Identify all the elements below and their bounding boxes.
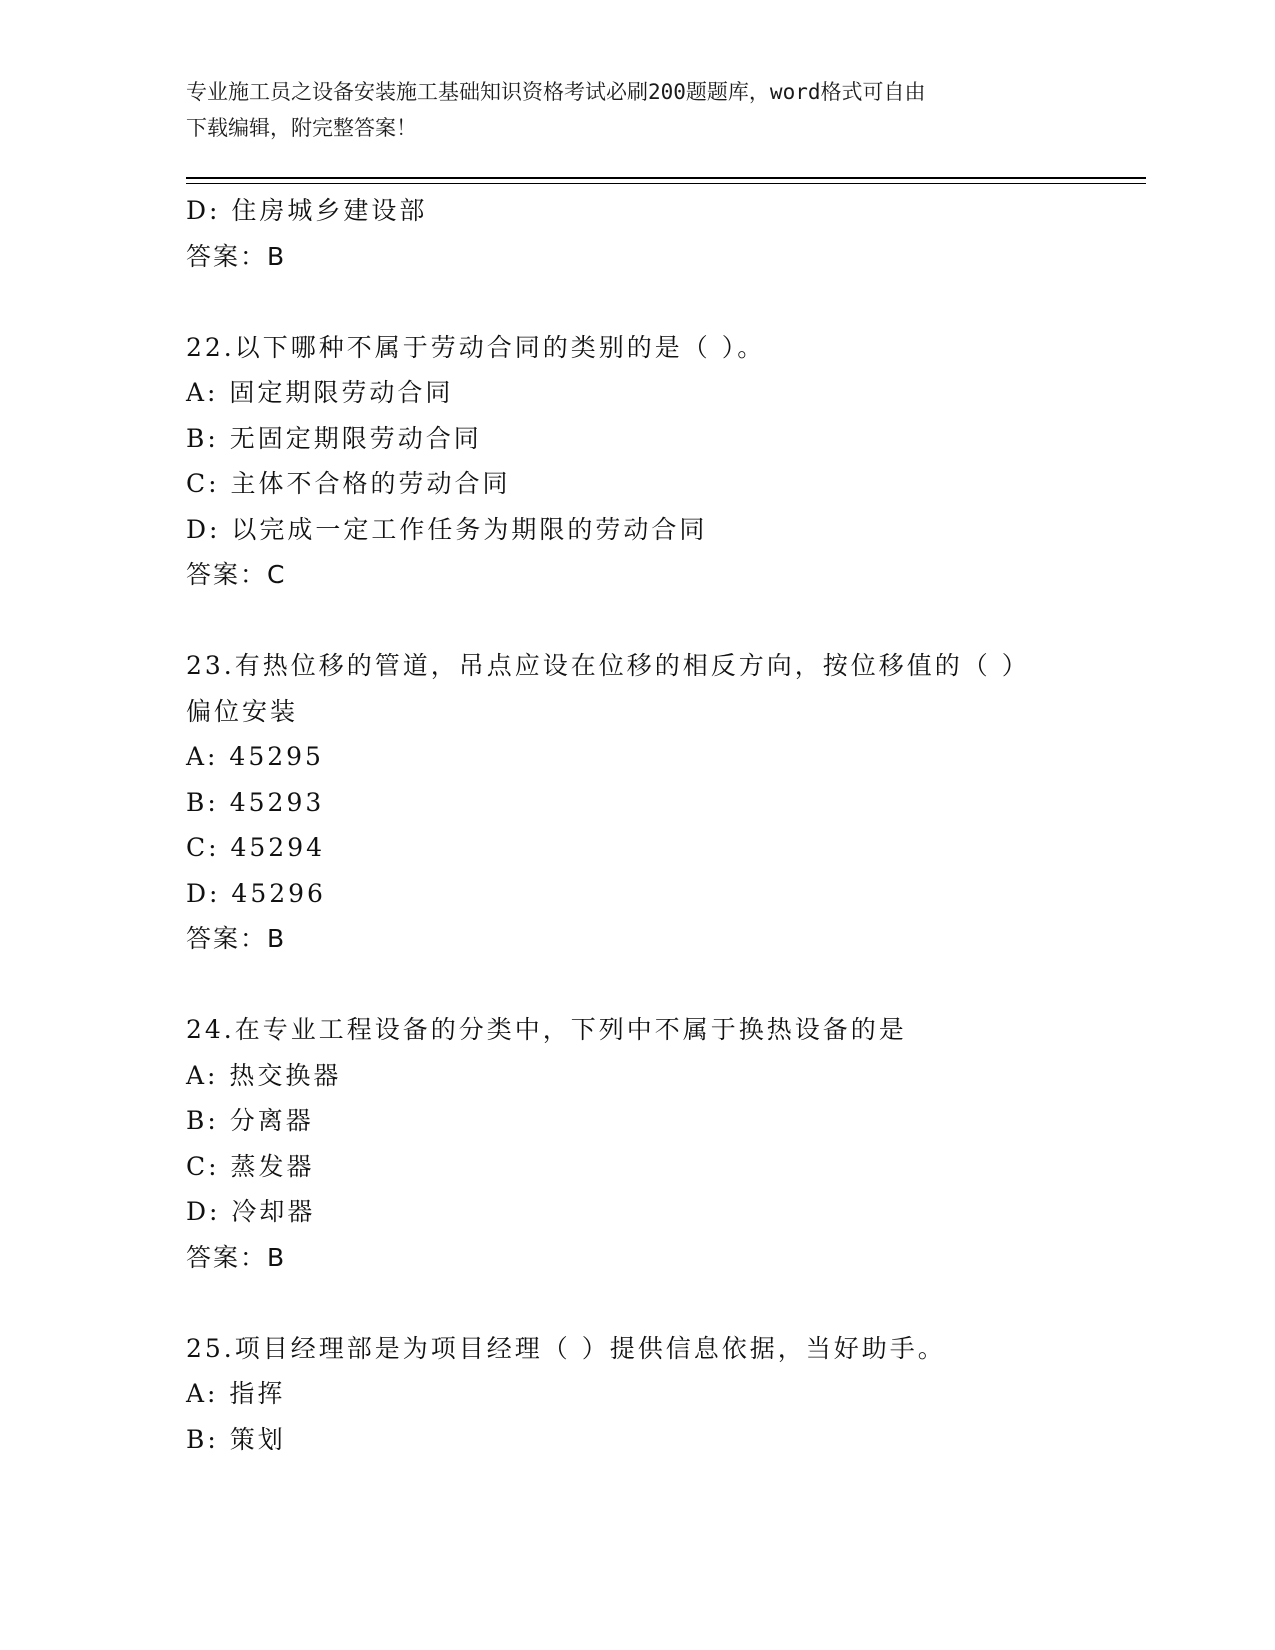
q21-option-d: D: 住房城乡建设部 <box>186 196 428 225</box>
spacer <box>186 279 1146 325</box>
q22-stem: 22.以下哪种不属于劳动合同的类别的是（ ）。 <box>186 332 766 362</box>
q22-option-d: D: 以完成一定工作任务为期限的劳动合同 <box>186 514 708 544</box>
q23-option-b: B: 45293 <box>186 787 325 817</box>
q23-stem-line-2: 偏位安装 <box>186 696 299 726</box>
spacer <box>186 1280 1146 1326</box>
q21-answer: 答案：B <box>186 241 287 271</box>
q22-answer: 答案：C <box>186 560 287 589</box>
spacer <box>186 962 1146 1008</box>
q25-option-b: B: 策划 <box>186 1424 286 1454</box>
q23-answer: 答案：B <box>186 924 287 953</box>
header-divider-thick <box>186 177 1146 179</box>
q23-option-a: A: 45295 <box>186 742 324 771</box>
q25-stem: 25.项目经理部是为项目经理（ ）提供信息依据，当好助手。 <box>186 1333 946 1363</box>
q24-option-a: A: 热交换器 <box>186 1060 342 1090</box>
q23-option-c: C: 45294 <box>186 833 326 862</box>
spacer <box>186 598 1146 644</box>
q24-option-b: B: 分离器 <box>186 1106 314 1135</box>
question-list <box>186 188 1146 1462</box>
header-line-2: 下载编辑，附完整答案！ <box>186 116 417 140</box>
header-divider-thin <box>186 183 1146 184</box>
q23-stem-line-1: 23.有热位移的管道，吊点应设在位移的相反方向，按位移值的（ ） <box>186 651 1030 680</box>
header-line-1: 专业施工员之设备安装施工基础知识资格考试必刷200题题库，word格式可自由 <box>186 80 926 104</box>
q22-option-a: A: 固定期限劳动合同 <box>186 378 454 407</box>
q22-option-b: B: 无固定期限劳动合同 <box>186 423 482 453</box>
q25-option-a: A: 指挥 <box>186 1379 286 1408</box>
q24-option-d: D: 冷却器 <box>186 1197 316 1226</box>
q22-option-c: C: 主体不合格的劳动合同 <box>186 469 511 498</box>
q24-stem: 24.在专业工程设备的分类中，下列中不属于换热设备的是 <box>186 1015 907 1044</box>
q23-option-d: D: 45296 <box>186 878 326 908</box>
document-header <box>186 74 1086 146</box>
q24-option-c: C: 蒸发器 <box>186 1151 315 1181</box>
q24-answer: 答案：B <box>186 1242 287 1272</box>
